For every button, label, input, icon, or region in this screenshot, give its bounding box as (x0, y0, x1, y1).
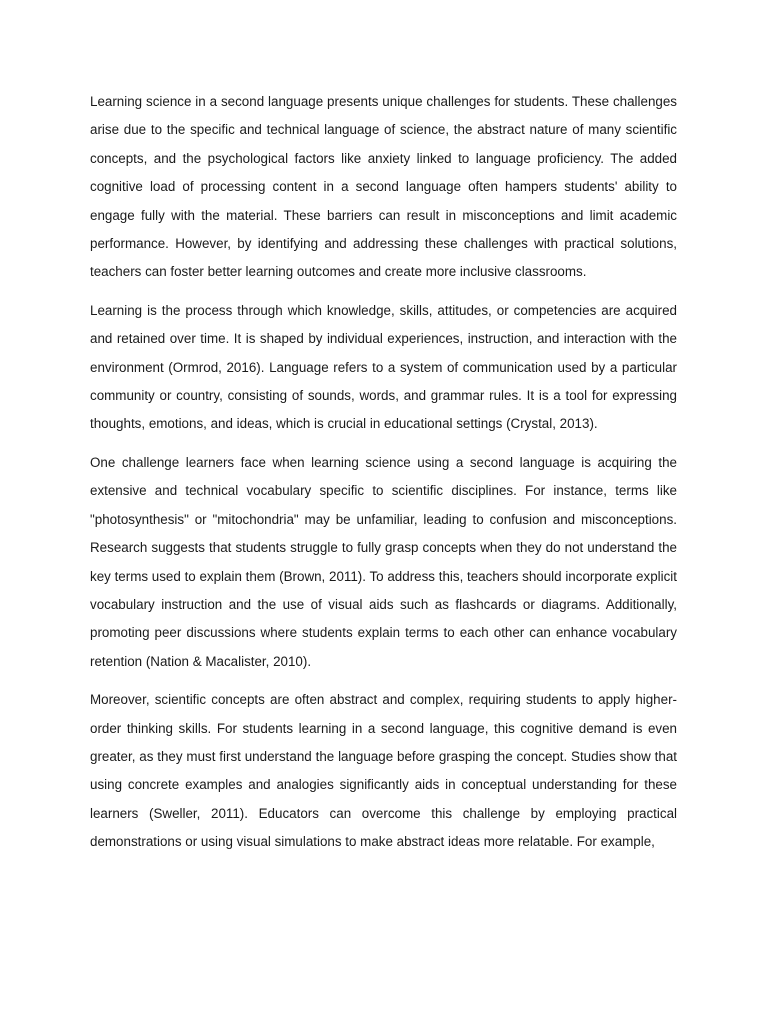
paragraph-vocabulary-challenge: One challenge learners face when learning science using a second language is acquiring the extensive and technical vocabulary specific to scientific disciplines. For instance, terms like "photosynthesis" or "mitochondria" may be unfamiliar, leading to confusion and misconceptions. Research suggests that students struggle to fully grasp concepts when they do not understand the key terms used to explain them (Brown, 2011). To address this, teachers should incorporate explicit vocabulary instruction and the use of visual aids such as flashcards or diagrams. Additionally, promoting peer discussions where students explain terms to each other can enhance vocabulary retention (Nation & Macalister, 2010). (90, 454, 677, 669)
paragraph-definitions: Learning is the process through which knowledge, skills, attitudes, or competencies are acquired and retained over time. It is shaped by individual experiences, instruction, and interaction with the environment (Ormrod, 2016). Language refers to a system of communication used by a particular community or country, consisting of sounds, words, and grammar rules. It is a tool for expressing thoughts, emotions, and ideas, which is crucial in educational settings (Crystal, 2013). (90, 302, 677, 432)
paragraph-intro: Learning science in a second language presents unique challenges for students. These challenges arise due to the specific and technical language of science, the abstract nature of many scientific concepts, and the psychological factors like anxiety linked to language proficiency. The added cognitive load of processing content in a second language often hampers students' ability to engage fully with the material. These barriers can result in misconceptions and limit academic performance. However, by identifying and addressing these challenges with practical solutions, teachers can foster better learning outcomes and create more inclusive classrooms. (90, 94, 677, 280)
paragraph-abstract-concepts: Moreover, scientific concepts are often abstract and complex, requiring students to apply higher-order thinking skills. For students learning in a second language, this cognitive demand is even greater, as they must first understand the language before grasping the concept. Studies show that using concrete examples and analogies significantly aids in conceptual understanding for these learners (Sweller, 2011). Educators can overcome this challenge by employing practical demonstrations or using visual simulations to make abstract ideas more relatable. For example, (90, 692, 677, 850)
document-page (90, 88, 677, 867)
